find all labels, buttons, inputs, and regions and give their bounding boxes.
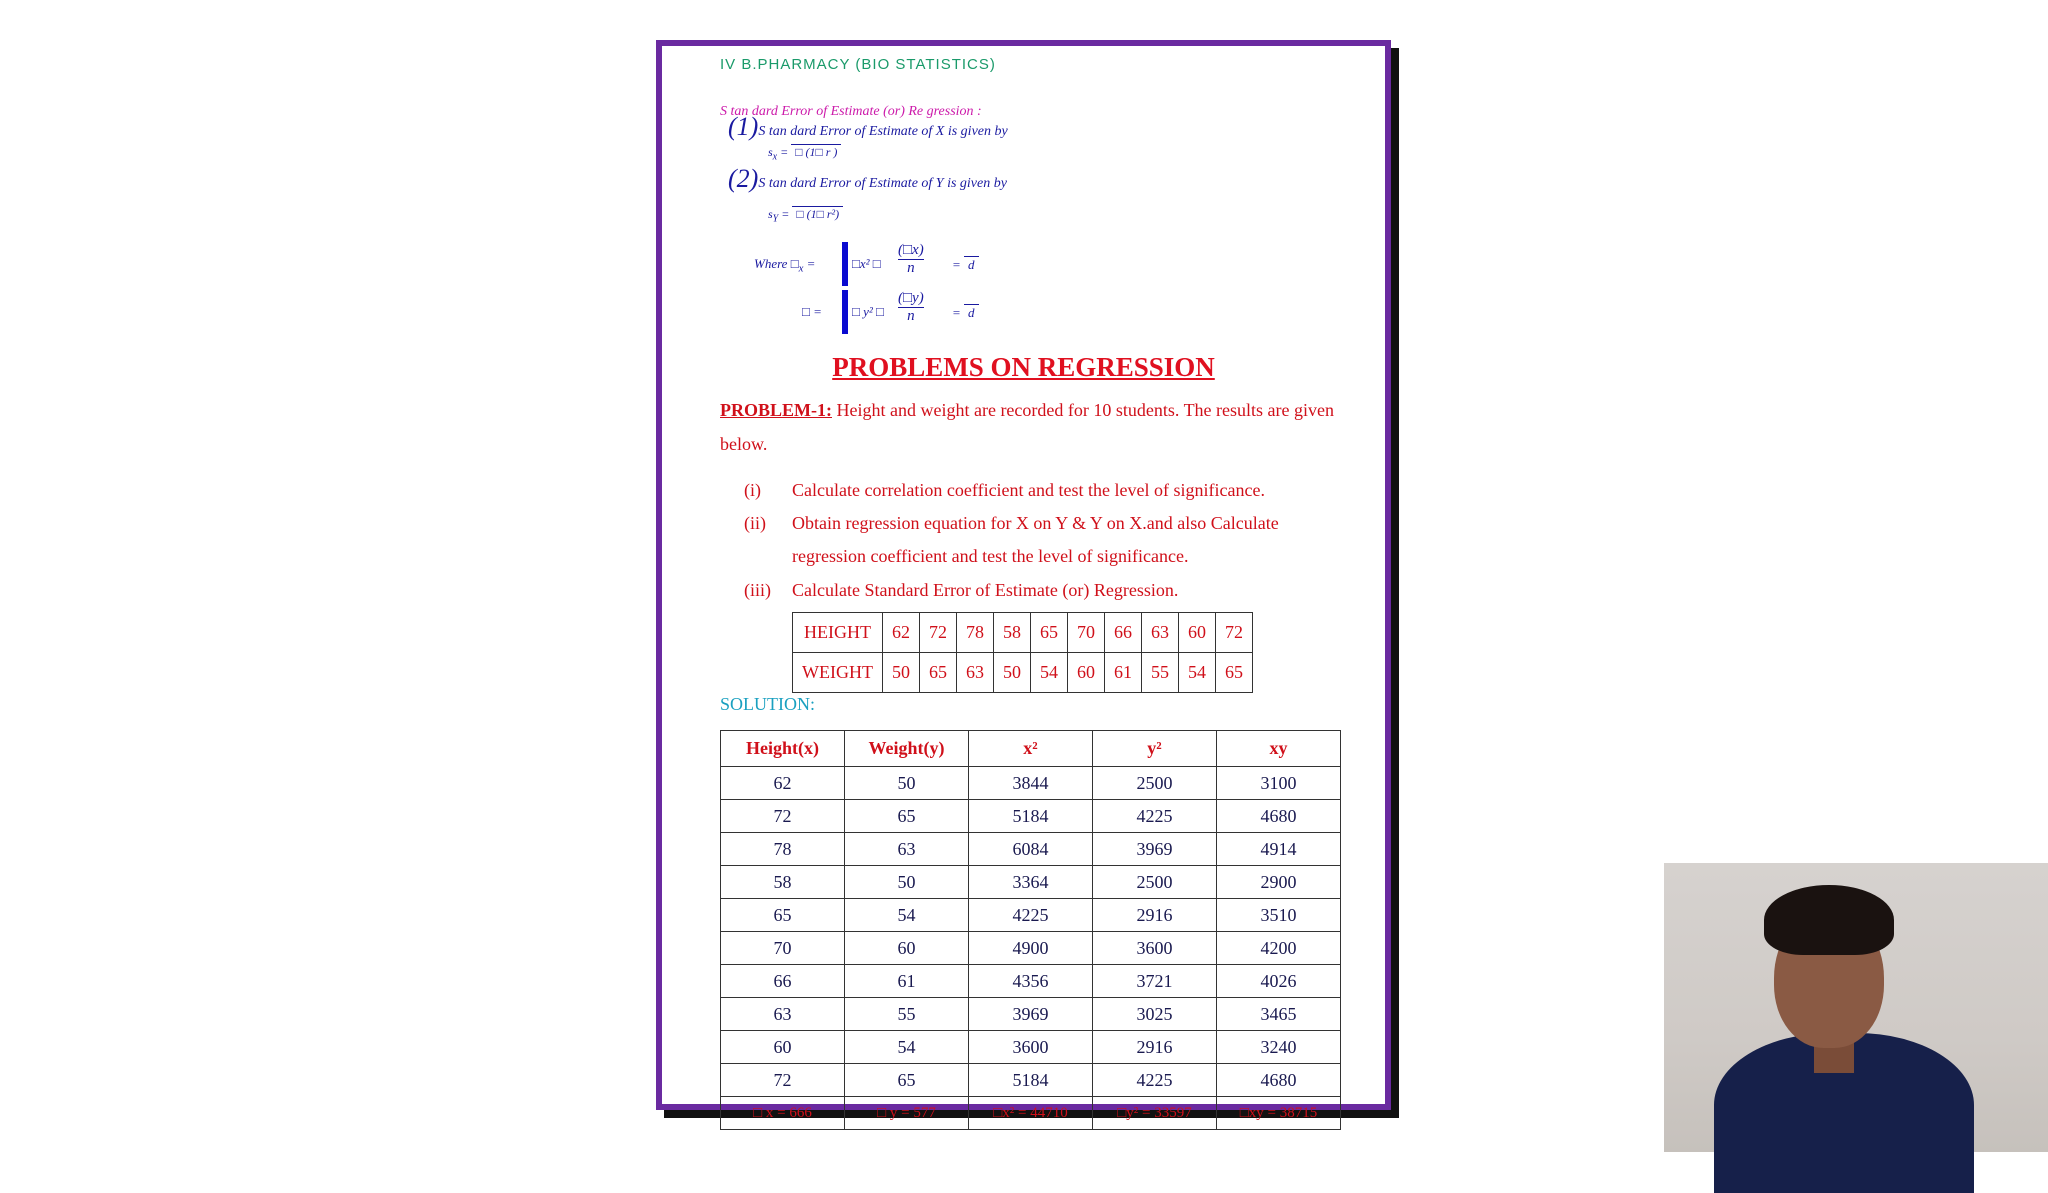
table-cell: 72 — [1215, 613, 1252, 653]
formula-sigma-y: □ y² □ — [852, 304, 884, 319]
height-weight-table — [792, 612, 1253, 693]
table-cell: 60 — [1067, 653, 1104, 693]
table-row — [721, 965, 1341, 998]
solution-table — [720, 730, 1341, 1130]
table-cell: 3969 — [1093, 833, 1217, 866]
formula-heading: S tan dard Error of Estimate (or) Re gression : — [720, 104, 982, 119]
height-row — [793, 613, 1253, 653]
table-cell: 4225 — [1093, 800, 1217, 833]
table-cell: 2900 — [1217, 866, 1341, 899]
table-cell: 3844 — [969, 767, 1093, 800]
formula-sx: $s_x$ = □ (1□ r ) — [768, 144, 841, 162]
table-cell: 4914 — [1217, 833, 1341, 866]
table-cell: 60 — [1178, 613, 1215, 653]
table-cell: 55 — [845, 998, 969, 1031]
table-row — [721, 866, 1341, 899]
table-sum-row — [721, 1097, 1341, 1130]
table-cell: 5184 — [969, 800, 1093, 833]
document-page — [656, 40, 1391, 1121]
table-cell: 3100 — [1217, 767, 1341, 800]
table-cell: 5184 — [969, 1064, 1093, 1097]
table-cell: 65 — [1215, 653, 1252, 693]
problem-item-2-cont: regression coefficient and test the level of significance. — [792, 546, 1189, 566]
page-header: IV B.PHARMACY (BIO STATISTICS) — [720, 56, 996, 73]
formula-item-2: (2)S tan dard Error of Estimate of Y is given by — [728, 164, 1007, 193]
table-cell: 65 — [721, 899, 845, 932]
table-cell: 63 — [1141, 613, 1178, 653]
formula-sigma-x-rhs: = d — [952, 256, 979, 273]
column-header: y² — [1093, 731, 1217, 767]
table-cell: 3600 — [1093, 932, 1217, 965]
formula-sigma-x: □x² □ — [852, 256, 881, 271]
table-cell: 3364 — [969, 866, 1093, 899]
formula-bar-x — [842, 242, 848, 286]
table-row — [721, 767, 1341, 800]
table-cell: 54 — [845, 899, 969, 932]
table-cell: 4680 — [1217, 800, 1341, 833]
table-cell: 72 — [721, 1064, 845, 1097]
table-cell: 63 — [845, 833, 969, 866]
problem-statement: PROBLEM-1: Height and weight are recorded for 10 students. The results are given below. — [720, 400, 1335, 454]
table-cell: 3510 — [1217, 899, 1341, 932]
table-cell: 55 — [1141, 653, 1178, 693]
table-cell: HEIGHT — [793, 613, 883, 653]
table-row — [721, 998, 1341, 1031]
table-cell: 2916 — [1093, 1031, 1217, 1064]
table-cell: 65 — [1030, 613, 1067, 653]
table-cell: 4356 — [969, 965, 1093, 998]
problem-item-2: (ii) Obtain regression equation for X on Y & Y on X.and also Calculate — [744, 513, 1279, 533]
table-cell: 54 — [1030, 653, 1067, 693]
table-row — [721, 899, 1341, 932]
table-cell: 3240 — [1217, 1031, 1341, 1064]
table-cell: 70 — [721, 932, 845, 965]
table-row — [721, 932, 1341, 965]
table-cell: 78 — [721, 833, 845, 866]
formula-item-1: (1)S tan dard Error of Estimate of X is given by — [728, 112, 1008, 141]
table-cell: 70 — [1067, 613, 1104, 653]
table-cell: 3465 — [1217, 998, 1341, 1031]
problem-item-3: (iii) Calculate Standard Error of Estimate (or) Regression. — [744, 580, 1179, 600]
table-cell: 60 — [721, 1031, 845, 1064]
table-cell: 65 — [845, 1064, 969, 1097]
table-cell: 4026 — [1217, 965, 1341, 998]
formula-sigma-y-lhs: □ = — [802, 304, 822, 319]
sum-cell: □ y = 577 — [845, 1097, 969, 1130]
table-cell: 3600 — [969, 1031, 1093, 1064]
column-header: Height(x) — [721, 731, 845, 767]
table-cell: 6084 — [969, 833, 1093, 866]
column-header: x² — [969, 731, 1093, 767]
column-header: xy — [1217, 731, 1341, 767]
table-cell: 3025 — [1093, 998, 1217, 1031]
table-cell: 58 — [993, 613, 1030, 653]
table-cell: 63 — [721, 998, 845, 1031]
table-cell: 3969 — [969, 998, 1093, 1031]
table-cell: WEIGHT — [793, 653, 883, 693]
table-cell: 62 — [721, 767, 845, 800]
presenter-hair — [1764, 885, 1894, 955]
table-cell: 65 — [919, 653, 956, 693]
sum-cell: □xy = 38715 — [1217, 1097, 1341, 1130]
table-cell: 50 — [845, 866, 969, 899]
page-title: PROBLEMS ON REGRESSION — [832, 352, 1215, 382]
table-cell: 66 — [721, 965, 845, 998]
table-cell: 78 — [956, 613, 993, 653]
table-row — [721, 1031, 1341, 1064]
table-row — [721, 1064, 1341, 1097]
formula-sigma-x-frac: (□x) n — [898, 242, 924, 276]
table-cell: 50 — [845, 767, 969, 800]
column-header: Weight(y) — [845, 731, 969, 767]
table-cell: 61 — [845, 965, 969, 998]
webcam-overlay — [1664, 863, 2048, 1152]
table-cell: 4900 — [969, 932, 1093, 965]
table-cell: 54 — [1178, 653, 1215, 693]
table-cell: 58 — [721, 866, 845, 899]
table-cell: 50 — [882, 653, 919, 693]
table-cell: 62 — [882, 613, 919, 653]
sum-cell: □y² = 33597 — [1093, 1097, 1217, 1130]
table-cell: 60 — [845, 932, 969, 965]
sum-cell: □ x = 666 — [721, 1097, 845, 1130]
table-cell: 63 — [956, 653, 993, 693]
formula-bar-y — [842, 290, 848, 334]
table-cell: 4225 — [969, 899, 1093, 932]
formula-sy: $s_Y$ = □ (1□ r²) — [768, 206, 843, 224]
formula-sigma-y-rhs: = d — [952, 304, 979, 321]
table-cell: 2500 — [1093, 767, 1217, 800]
table-cell: 61 — [1104, 653, 1141, 693]
solution-label: SOLUTION: — [720, 694, 815, 714]
table-row — [721, 800, 1341, 833]
table-cell: 4225 — [1093, 1064, 1217, 1097]
formula-where: Where $□_x$ = — [754, 256, 816, 275]
sum-cell: □x² = 44710 — [969, 1097, 1093, 1130]
table-cell: 4680 — [1217, 1064, 1341, 1097]
table-cell: 4200 — [1217, 932, 1341, 965]
table-cell: 3721 — [1093, 965, 1217, 998]
table-cell: 2916 — [1093, 899, 1217, 932]
weight-row — [793, 653, 1253, 693]
table-cell: 50 — [993, 653, 1030, 693]
table-row — [721, 833, 1341, 866]
table-cell: 2500 — [1093, 866, 1217, 899]
table-cell: 65 — [845, 800, 969, 833]
problem-item-1: (i) Calculate correlation coefficient and test the level of significance. — [744, 480, 1265, 500]
table-cell: 66 — [1104, 613, 1141, 653]
table-cell: 72 — [721, 800, 845, 833]
table-cell: 72 — [919, 613, 956, 653]
table-header-row — [721, 731, 1341, 767]
table-cell: 54 — [845, 1031, 969, 1064]
formula-sigma-y-frac: (□y) n — [898, 290, 924, 324]
